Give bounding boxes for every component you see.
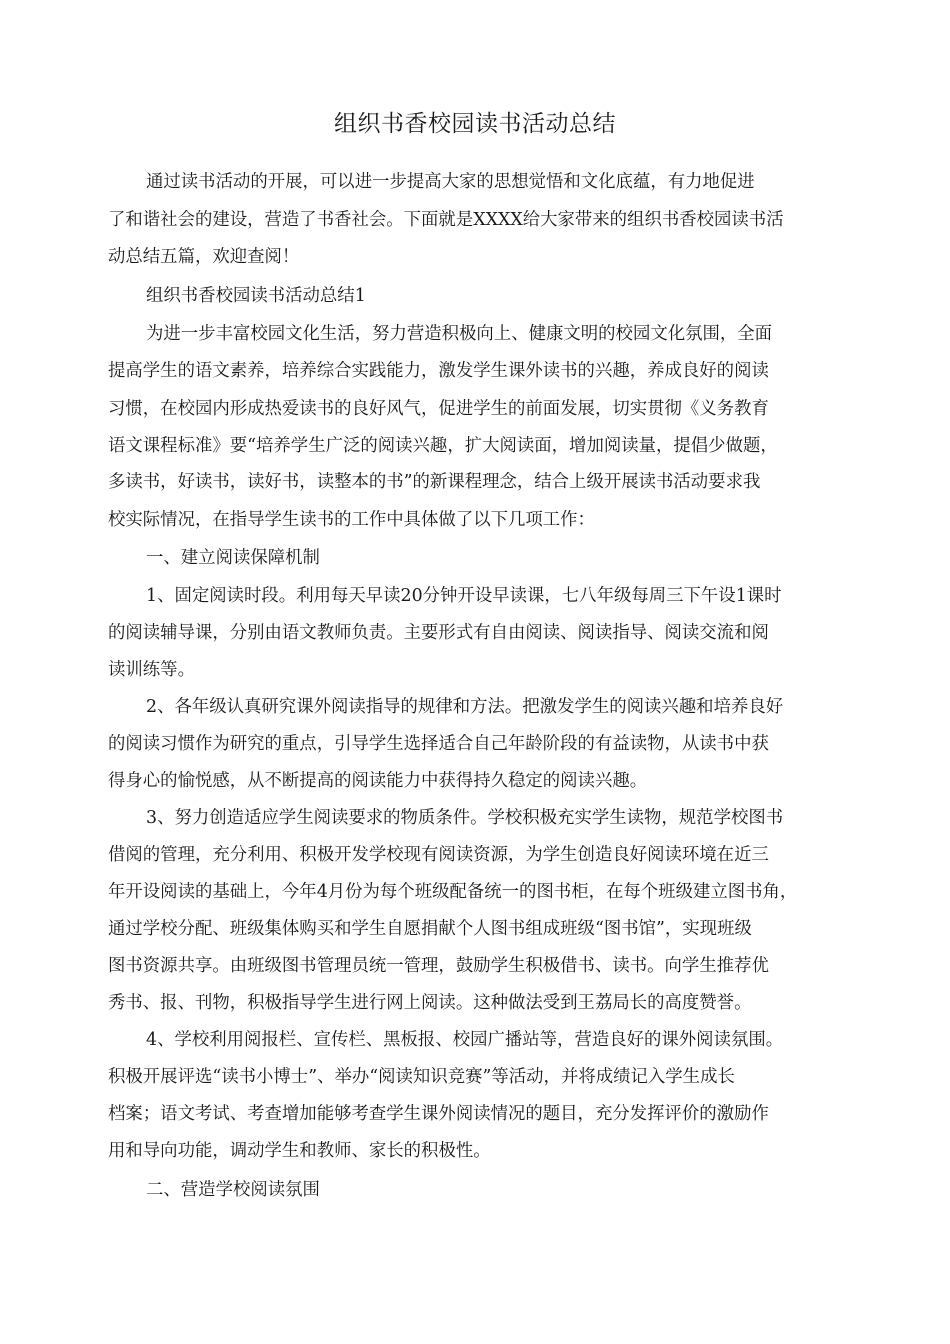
paragraph-line: 多读书，好读书，读好书，读整本的书”的新课程理念，结合上级开展读书活动要求我 xyxy=(108,472,761,492)
paragraph-line: 4、学校利用阅报栏、宣传栏、黑板报、校园广播站等，营造良好的课外阅读氛围。 xyxy=(146,1030,784,1050)
paragraph-line: 用和导向功能，调动学生和教师、家长的积极性。 xyxy=(108,1141,491,1161)
paragraph-line: 积极开展评选“读书小博士”、举办“阅读知识竞赛”等活动，并将成绩记入学生成长 xyxy=(108,1067,735,1087)
paragraph-line: 读训练等。 xyxy=(108,660,195,680)
paragraph-line: 年开设阅读的基础上，今年4月份为每个班级配备统一的图书柜，在每个班级建立图书角， xyxy=(108,882,798,902)
intro-line-3: 动总结五篇，欢迎查阅！ xyxy=(108,247,300,267)
paragraph-line: 1、固定阅读时段。利用每天早读20分钟开设早读课，七八年级每周三下午设1课时 xyxy=(146,586,782,606)
section-heading-2: 一、建立阅读保障机制 xyxy=(146,548,320,568)
paragraph-line: 2、各年级认真研究课外阅读指导的规律和方法。把激发学生的阅读兴趣和培养良好 xyxy=(146,697,784,717)
intro-line-2: 了和谐社会的建设，营造了书香社会。下面就是XXXX给大家带来的组织书香校园读书活 xyxy=(108,210,784,230)
paragraph-line: 提高学生的语文素养，培养综合实践能力，激发学生课外读书的兴趣，养成良好的阅读 xyxy=(108,361,769,381)
paragraph-line: 习惯，在校园内形成热爱读书的良好风气，促进学生的前面发展，切实贯彻《义务教育 xyxy=(108,399,769,419)
section-heading-1: 组织书香校园读书活动总结1 xyxy=(146,286,366,306)
paragraph-line: 通过学校分配、班级集体购买和学生自愿捐献个人图书组成班级“图书馆”，实现班级 xyxy=(108,919,752,939)
paragraph-line: 校实际情况，在指导学生读书的工作中具体做了以下几项工作： xyxy=(108,510,595,530)
paragraph-line: 档案；语文考试、考查增加能够考查学生课外阅读情况的题目，充分发挥评价的激励作 xyxy=(108,1104,769,1124)
document-title: 组织书香校园读书活动总结 xyxy=(334,111,616,137)
paragraph-line: 图书资源共享。由班级图书管理员统一管理，鼓励学生积极借书、读书。向学生推荐优 xyxy=(108,956,769,976)
paragraph-line: 借阅的管理，充分利用、积极开发学校现有阅读资源，为学生创造良好阅读环境在近三 xyxy=(108,845,769,865)
section-heading-3: 二、营造学校阅读氛围 xyxy=(146,1180,320,1200)
intro-line-1: 通过读书活动的开展，可以进一步提高大家的思想觉悟和文化底蕴，有力地促进 xyxy=(146,172,755,192)
paragraph-line: 秀书、报、刊物，积极指导学生进行网上阅读。这种做法受到王荔局长的高度赞誉。 xyxy=(108,993,752,1013)
paragraph-line: 3、努力创造适应学生阅读要求的物质条件。学校积极充实学生读物，规范学校图书 xyxy=(146,808,784,828)
paragraph-line: 得身心的愉悦感，从不断提高的阅读能力中获得持久稳定的阅读兴趣。 xyxy=(108,771,648,791)
paragraph-line: 语文课程标准》要“培养学生广泛的阅读兴趣，扩大阅读面，增加阅读量，提倡少做题， xyxy=(108,436,778,456)
paragraph-line: 的阅读辅导课，分别由语文教师负责。主要形式有自由阅读、阅读指导、阅读交流和阅 xyxy=(108,623,769,643)
paragraph-line: 的阅读习惯作为研究的重点，引导学生选择适合自己年龄阶段的有益读物，从读书中获 xyxy=(108,734,769,754)
paragraph-line: 为进一步丰富校园文化生活，努力营造积极向上、健康文明的校园文化氛围，全面 xyxy=(146,324,773,344)
